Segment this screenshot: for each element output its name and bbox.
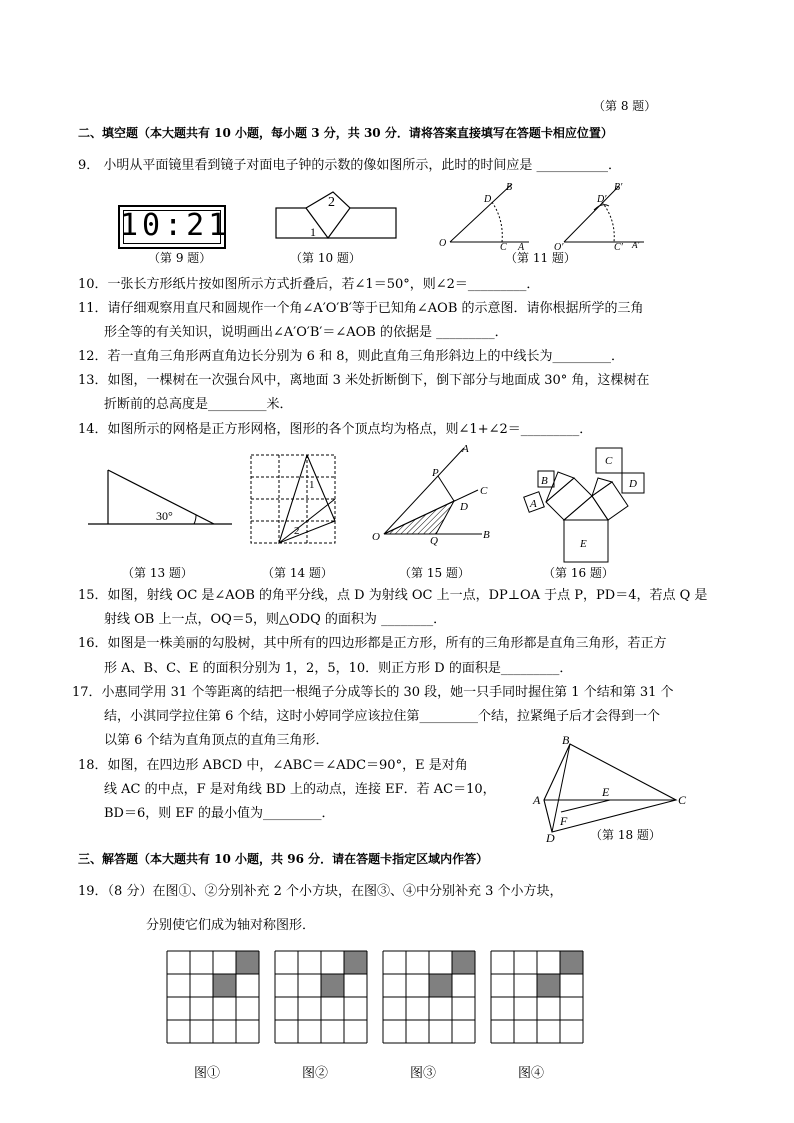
label-C: C xyxy=(500,242,507,252)
fig11-caption: （第 11 题） xyxy=(505,251,576,265)
fig8-caption: （第 8 题） xyxy=(593,99,657,113)
label-E: E xyxy=(602,785,610,799)
shaded-cell xyxy=(344,951,367,974)
fig18-caption: （第 18 题） xyxy=(590,828,661,842)
label-B-prime: B′ xyxy=(614,182,623,193)
grid-caption-1: 图① xyxy=(194,1066,221,1081)
question-19-line1: 19．（8 分）在图①、②分别补充 2 个小方块，在图③、④中分别补充 3 个小方块， xyxy=(78,884,563,899)
label-B: B xyxy=(541,475,548,487)
angle-construction-figure xyxy=(434,180,649,252)
label-A: A xyxy=(518,242,525,252)
fig14-caption: （第 14 题） xyxy=(262,566,333,580)
question-17-line2: 结，小淇同学拉住第 6 个结，这时小婷同学应该拉住第_________个结，拉紧绳子后才会得到一个 xyxy=(104,709,661,724)
shaded-cell xyxy=(213,974,236,997)
broken-tree-figure xyxy=(86,462,236,530)
label-C: C xyxy=(605,455,613,467)
question-18-line2: 线 AC 的中点，F 是对角线 BD 上的动点，连接 EF．若 AC＝10， xyxy=(104,782,496,797)
grid-caption-3: 图③ xyxy=(410,1066,437,1081)
question-10: 10．一张长方形纸片按如图所示方式折叠后，若∠1＝50°，则∠2＝_________． xyxy=(78,277,540,292)
question-11-line1: 11．请仔细观察用直尺和圆规作一个角∠A′O′B′等于已知角∠AOB 的示意图．请你根据所学的三角 xyxy=(78,301,644,316)
grid-caption-2: 图② xyxy=(302,1066,329,1081)
shaded-cell xyxy=(537,974,560,997)
shaded-cell xyxy=(321,974,344,997)
section3-heading: 三、解答题（本大题共有 10 小题，共 96 分．请在答题卡指定区域内作答） xyxy=(78,852,489,866)
label-C: C xyxy=(678,793,687,807)
fig10-label-1: 1 xyxy=(310,225,316,239)
label-A-prime: A′ xyxy=(632,240,640,250)
question-15-line2: 射线 OB 上一点，OQ＝5，则△ODQ 的面积为 ________． xyxy=(104,612,447,627)
section2-heading: 二、填空题（本大题共有 10 小题，每小题 3 分，共 30 分．请将答案直接填写在答题卡相应位置） xyxy=(78,126,613,140)
grid-figure-2 xyxy=(274,950,368,1044)
fig13-caption: （第 13 题） xyxy=(122,566,193,580)
pythagorean-tree-figure xyxy=(520,444,650,566)
angle-bisector-figure xyxy=(370,440,500,546)
label-D: D xyxy=(629,478,637,490)
question-12: 12．若一直角三角形两直角边长分别为 6 和 8，则此直角三角形斜边上的中线长为_________． xyxy=(78,349,624,364)
label-A: A xyxy=(462,443,469,455)
label-E: E xyxy=(580,538,587,550)
question-9: 9． 小明从平面镜里看到镜子对面电子钟的示数的像如图所示，此时的时间应是 ___________． xyxy=(78,158,622,173)
label-O: O xyxy=(439,238,447,249)
label-A: A xyxy=(530,498,537,510)
label-D-prime: D′ xyxy=(597,194,607,205)
fig10-caption: （第 10 题） xyxy=(290,251,361,265)
question-13-line1: 13．如图，一棵树在一次强台风中，离地面 3 米处折断倒下，倒下部分与地面成 30° 角，这棵树在 xyxy=(78,373,650,388)
shaded-cell xyxy=(452,951,475,974)
label-D: D xyxy=(460,501,468,513)
question-14: 14．如图所示的网格是正方形网格，图形的各个顶点均为格点，则∠1+∠2＝_________． xyxy=(78,422,593,437)
grid-figure-4 xyxy=(490,950,584,1044)
grid-figure-1 xyxy=(166,950,260,1044)
question-15-line1: 15．如图，射线 OC 是∠AOB 的角平分线，点 D 为射线 OC 上一点，DP⊥OA 于点 P，PD＝4，若点 Q 是 xyxy=(78,588,708,603)
label-F: F xyxy=(560,814,568,828)
question-13-line2: 折断前的总高度是_________米． xyxy=(104,397,293,412)
label-P: P xyxy=(432,467,439,479)
grid-figure-3 xyxy=(382,950,476,1044)
fig9-caption: （第 9 题） xyxy=(148,251,212,265)
grid-caption-4: 图④ xyxy=(518,1066,545,1081)
fig16-caption: （第 16 题） xyxy=(543,566,614,580)
shaded-cell xyxy=(560,951,583,974)
folded-paper-figure xyxy=(268,190,403,246)
grid-angle-figure xyxy=(248,452,338,544)
label-C-prime: C′ xyxy=(614,242,623,252)
label-B: B xyxy=(483,529,490,541)
fig14-label-2: 2 xyxy=(294,525,300,537)
fig13-angle-label: 30° xyxy=(156,509,173,523)
question-18-line3: BD＝6，则 EF 的最小值为_________． xyxy=(104,806,335,821)
question-18-line1: 18．如图，在四边形 ABCD 中，∠ABC＝∠ADC＝90°，E 是对角 xyxy=(78,758,468,773)
label-B: B xyxy=(562,733,570,747)
digital-clock-figure xyxy=(118,205,231,249)
label-D: D xyxy=(546,831,555,844)
shaded-cell xyxy=(236,951,259,974)
shaded-cell xyxy=(429,974,452,997)
label-C: C xyxy=(480,485,488,497)
label-Q: Q xyxy=(430,535,438,546)
fig15-caption: （第 15 题） xyxy=(399,566,470,580)
label-D: D xyxy=(484,194,492,205)
question-19-line2: 分别使它们成为轴对称图形． xyxy=(146,918,316,933)
question-17-line1: 17．小惠同学用 31 个等距离的结把一根绳子分成等长的 30 段，她一只手同时握住第 1 个结和第 31 个 xyxy=(72,685,674,700)
label-O-prime: O′ xyxy=(554,242,564,252)
fig14-label-1: 1 xyxy=(309,479,315,491)
question-11-line2: 形全等的有关知识，说明画出∠A′O′B′＝∠AOB 的依据是 _________． xyxy=(104,325,508,340)
fig10-label-2: 2 xyxy=(328,195,335,210)
question-17-line3: 以第 6 个结为直角顶点的直角三角形． xyxy=(104,733,329,748)
label-B: B xyxy=(506,182,513,193)
question-16-line2: 形 A、B、C、E 的面积分别为 1，2，5，10．则正方形 D 的面积是_________． xyxy=(104,661,573,676)
clock-digits: 10:21 xyxy=(120,208,231,243)
label-A: A xyxy=(533,793,541,807)
label-O: O xyxy=(372,531,380,543)
question-16-line1: 16．如图是一株美丽的勾股树，其中所有的四边形都是正方形，所有的三角形都是直角三角形，若正方 xyxy=(78,636,667,651)
